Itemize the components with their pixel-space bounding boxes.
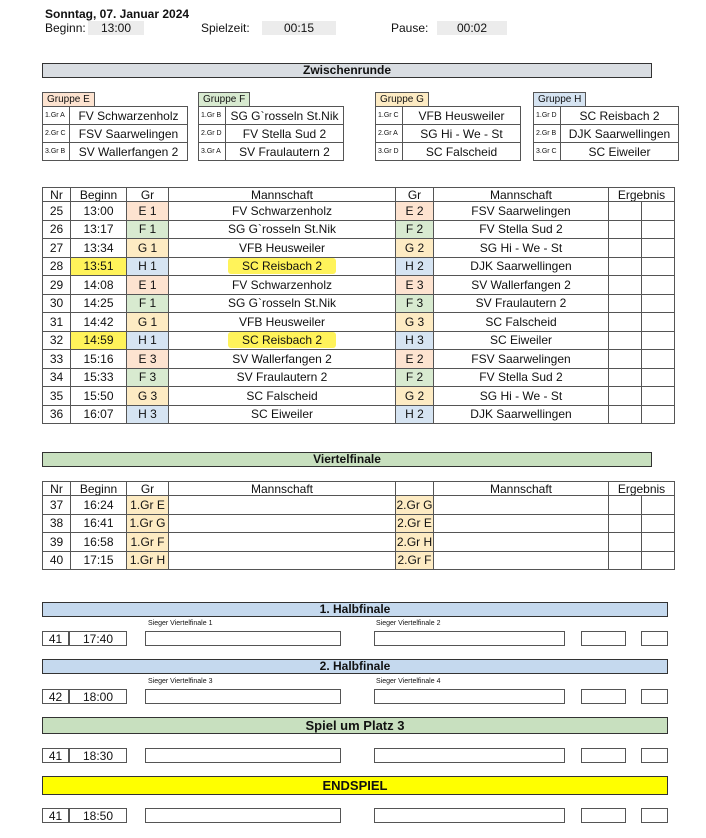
match-time: 15:33 [71, 368, 127, 387]
table-row [43, 387, 675, 406]
match-team-1[interactable] [169, 533, 396, 552]
match-team-1: FV Schwarzenholz [169, 202, 396, 221]
match-team-2[interactable] [434, 533, 609, 552]
group-row [199, 125, 344, 143]
table-row [43, 202, 675, 221]
group-code: 2.Gr B [534, 125, 561, 143]
match-team-2: SV Wallerfangen 2 [434, 276, 609, 295]
result-away[interactable] [642, 368, 675, 387]
group-box-g [375, 91, 521, 161]
final-team-2[interactable] [374, 631, 565, 646]
match-group-2: F 3 [396, 294, 434, 313]
beginn-label: Beginn: [45, 21, 86, 35]
match-team-1: SV Fraulautern 2 [169, 368, 396, 387]
final-label-1: Sieger Viertelfinale 1 [148, 620, 213, 627]
match-time: 17:15 [71, 551, 127, 570]
match-group-1: E 1 [127, 276, 169, 295]
match-time: 15:50 [71, 387, 127, 406]
table-row [43, 294, 675, 313]
match-team-1: FV Schwarzenholz [169, 276, 396, 295]
col-ergebnis: Ergebnis [609, 482, 675, 496]
final-banner: 2. Halbfinale [42, 659, 668, 674]
pause-value: 00:02 [437, 21, 507, 35]
match-team-1 [169, 331, 396, 350]
match-nr: 39 [43, 533, 71, 552]
match-time: 16:07 [71, 405, 127, 424]
match-group-1: E 1 [127, 202, 169, 221]
final-banner: Spiel um Platz 3 [42, 717, 668, 734]
group-row [534, 125, 679, 143]
match-nr: 29 [43, 276, 71, 295]
result-home[interactable] [609, 387, 642, 406]
group-box-e [42, 91, 188, 161]
group-team: SV Wallerfangen 2 [70, 143, 188, 161]
match-group-2: F 2 [396, 368, 434, 387]
group-box-f [198, 91, 344, 161]
match-nr: 34 [43, 368, 71, 387]
result-away[interactable] [642, 276, 675, 295]
table-row [43, 257, 675, 276]
match-team-1: SG G`rosseln St.Nik [169, 220, 396, 239]
final-time: 18:00 [69, 689, 127, 704]
match-group-1: G 1 [127, 239, 169, 258]
group-team: SC Eiweiler [561, 143, 679, 161]
group-team: FV Schwarzenholz [70, 107, 188, 125]
match-group-1: G 1 [127, 313, 169, 332]
viertelfinale-table [42, 481, 675, 570]
match-group-1: E 3 [127, 350, 169, 369]
match-time: 13:00 [71, 202, 127, 221]
group-title: Gruppe F [198, 92, 250, 106]
result-away[interactable] [642, 257, 675, 276]
match-group-1: 1.Gr G [127, 514, 169, 533]
result-away[interactable] [642, 239, 675, 258]
group-code: 3.Gr B [43, 143, 70, 161]
match-time: 16:58 [71, 533, 127, 552]
final-score-2[interactable] [641, 748, 668, 763]
table-row [43, 350, 675, 369]
match-group-2: E 2 [396, 350, 434, 369]
match-team-2[interactable] [434, 496, 609, 515]
table-row [43, 276, 675, 295]
result-away[interactable] [642, 202, 675, 221]
match-nr: 37 [43, 496, 71, 515]
match-nr: 31 [43, 313, 71, 332]
final-time: 18:30 [69, 748, 127, 763]
group-row [534, 107, 679, 125]
group-row [43, 143, 188, 161]
group-title: Gruppe H [533, 92, 586, 106]
match-team-2: FV Stella Sud 2 [434, 220, 609, 239]
final-score-1[interactable] [581, 689, 626, 704]
group-code: 3.Gr A [199, 143, 226, 161]
final-label-2: Sieger Viertelfinale 2 [376, 620, 441, 627]
final-banner: ENDSPIEL [42, 776, 668, 795]
viertelfinale-banner: Viertelfinale [42, 452, 652, 467]
match-time: 16:24 [71, 496, 127, 515]
final-label-2: Sieger Viertelfinale 4 [376, 678, 441, 685]
table-row [43, 313, 675, 332]
col-beginn: Beginn [71, 482, 127, 496]
match-team-2[interactable] [434, 551, 609, 570]
match-group-2: H 3 [396, 331, 434, 350]
final-team-1[interactable] [145, 748, 341, 763]
match-team-1[interactable] [169, 551, 396, 570]
result-home[interactable] [609, 331, 642, 350]
match-nr: 27 [43, 239, 71, 258]
group-table [375, 106, 521, 161]
col-gr-2: Gr [396, 188, 434, 202]
match-nr: 30 [43, 294, 71, 313]
group-row [43, 107, 188, 125]
group-code: 2.Gr D [199, 125, 226, 143]
match-group-2: H 2 [396, 405, 434, 424]
final-team-1[interactable] [145, 631, 341, 646]
col-nr: Nr [43, 482, 71, 496]
group-title: Gruppe E [42, 92, 95, 106]
table-row [43, 368, 675, 387]
match-nr: 32 [43, 331, 71, 350]
spielzeit-value: 00:15 [262, 21, 336, 35]
group-code: 1.Gr A [43, 107, 70, 125]
match-time: 13:51 [71, 257, 127, 276]
final-score-1[interactable] [581, 808, 626, 823]
match-group-1: 1.Gr F [127, 533, 169, 552]
match-group-2: E 3 [396, 276, 434, 295]
result-away[interactable] [642, 405, 675, 424]
col-gr-2 [396, 482, 434, 496]
match-group-1: 1.Gr H [127, 551, 169, 570]
group-row [43, 125, 188, 143]
match-team-2: DJK Saarwellingen [434, 257, 609, 276]
table-row [43, 405, 675, 424]
match-group-2: 2.Gr E [396, 514, 434, 533]
match-group-1: F 1 [127, 220, 169, 239]
table-row [43, 239, 675, 258]
match-nr: 26 [43, 220, 71, 239]
group-code: 3.Gr C [534, 143, 561, 161]
final-score-2[interactable] [641, 808, 668, 823]
match-group-1: H 1 [127, 331, 169, 350]
result-away[interactable] [642, 331, 675, 350]
result-away[interactable] [642, 551, 675, 570]
final-banner: 1. Halbfinale [42, 602, 668, 617]
table-header-row [43, 482, 675, 496]
result-home[interactable] [609, 533, 642, 552]
group-row [376, 107, 521, 125]
group-row [376, 125, 521, 143]
match-group-1: 1.Gr E [127, 496, 169, 515]
group-row [534, 143, 679, 161]
result-home[interactable] [609, 496, 642, 515]
final-score-1[interactable] [581, 631, 626, 646]
final-team-2[interactable] [374, 689, 565, 704]
col-gr-1: Gr [127, 482, 169, 496]
final-team-2[interactable] [374, 808, 565, 823]
col-mannschaft-1: Mannschaft [169, 188, 396, 202]
match-time: 13:34 [71, 239, 127, 258]
table-header-row [43, 188, 675, 202]
table-row [43, 220, 675, 239]
result-home[interactable] [609, 257, 642, 276]
result-home[interactable] [609, 405, 642, 424]
final-time: 18:50 [69, 808, 127, 823]
col-nr: Nr [43, 188, 71, 202]
result-home[interactable] [609, 313, 642, 332]
result-home[interactable] [609, 350, 642, 369]
match-team-1: VFB Heusweiler [169, 239, 396, 258]
match-team-2: SG Hi - We - St [434, 239, 609, 258]
match-team-1: SC Eiweiler [169, 405, 396, 424]
group-team: VFB Heusweiler [403, 107, 521, 125]
result-home[interactable] [609, 239, 642, 258]
match-group-2: H 2 [396, 257, 434, 276]
highlight-mark: SC Reisbach 2 [228, 258, 336, 274]
zwischenrunde-table [42, 187, 675, 424]
result-away[interactable] [642, 496, 675, 515]
final-label-1: Sieger Viertelfinale 3 [148, 678, 213, 685]
match-time: 14:08 [71, 276, 127, 295]
group-code: 3.Gr D [376, 143, 403, 161]
group-team: SV Fraulautern 2 [226, 143, 344, 161]
result-home[interactable] [609, 514, 642, 533]
match-group-2: G 3 [396, 313, 434, 332]
group-team: SC Falscheid [403, 143, 521, 161]
group-row [199, 107, 344, 125]
match-team-2: FSV Saarwelingen [434, 350, 609, 369]
group-team: FV Stella Sud 2 [226, 125, 344, 143]
match-time: 14:42 [71, 313, 127, 332]
match-group-1: H 3 [127, 405, 169, 424]
match-team-2: SV Fraulautern 2 [434, 294, 609, 313]
match-team-2: FSV Saarwelingen [434, 202, 609, 221]
result-away[interactable] [642, 514, 675, 533]
final-nr: 41 [42, 631, 69, 646]
match-team-2: DJK Saarwellingen [434, 405, 609, 424]
group-code: 1.Gr C [376, 107, 403, 125]
group-team: SG G`rosseln St.Nik [226, 107, 344, 125]
match-team-1: SC Falscheid [169, 387, 396, 406]
result-away[interactable] [642, 387, 675, 406]
result-home[interactable] [609, 202, 642, 221]
match-nr: 35 [43, 387, 71, 406]
result-away[interactable] [642, 294, 675, 313]
result-away[interactable] [642, 533, 675, 552]
table-row [43, 514, 675, 533]
match-group-2: G 2 [396, 239, 434, 258]
match-nr: 25 [43, 202, 71, 221]
highlight-mark: SC Reisbach 2 [228, 332, 336, 348]
group-table [42, 106, 188, 161]
match-group-2: 2.Gr G [396, 496, 434, 515]
match-group-2: G 2 [396, 387, 434, 406]
match-team-1 [169, 257, 396, 276]
col-gr-1: Gr [127, 188, 169, 202]
group-table [533, 106, 679, 161]
table-row [43, 331, 675, 350]
group-code: 2.Gr A [376, 125, 403, 143]
final-time: 17:40 [69, 631, 127, 646]
match-team-1[interactable] [169, 514, 396, 533]
final-team-1[interactable] [145, 689, 341, 704]
match-group-2: F 2 [396, 220, 434, 239]
final-team-2[interactable] [374, 748, 565, 763]
final-score-1[interactable] [581, 748, 626, 763]
match-nr: 28 [43, 257, 71, 276]
match-time: 14:59 [71, 331, 127, 350]
match-time: 14:25 [71, 294, 127, 313]
table-row [43, 496, 675, 515]
group-code: 1.Gr D [534, 107, 561, 125]
result-away[interactable] [642, 350, 675, 369]
col-mannschaft-1: Mannschaft [169, 482, 396, 496]
match-group-2: 2.Gr F [396, 551, 434, 570]
group-team: FSV Saarwelingen [70, 125, 188, 143]
result-away[interactable] [642, 220, 675, 239]
match-group-1: F 3 [127, 368, 169, 387]
match-time: 15:16 [71, 350, 127, 369]
match-group-2: E 2 [396, 202, 434, 221]
col-ergebnis: Ergebnis [609, 188, 675, 202]
col-beginn: Beginn [71, 188, 127, 202]
final-nr: 42 [42, 689, 69, 704]
group-row [376, 143, 521, 161]
group-code: 1.Gr B [199, 107, 226, 125]
match-group-1: G 3 [127, 387, 169, 406]
result-home[interactable] [609, 220, 642, 239]
final-nr: 41 [42, 748, 69, 763]
match-group-1: F 1 [127, 294, 169, 313]
final-nr: 41 [42, 808, 69, 823]
result-home[interactable] [609, 551, 642, 570]
final-team-1[interactable] [145, 808, 341, 823]
match-time: 13:17 [71, 220, 127, 239]
tournament-date: Sonntag, 07. Januar 2024 [45, 7, 190, 21]
match-team-1[interactable] [169, 496, 396, 515]
match-team-2: SC Falscheid [434, 313, 609, 332]
group-table [198, 106, 344, 161]
match-time: 16:41 [71, 514, 127, 533]
match-team-1: SV Wallerfangen 2 [169, 350, 396, 369]
match-group-1: H 1 [127, 257, 169, 276]
table-row [43, 551, 675, 570]
match-group-2: 2.Gr H [396, 533, 434, 552]
result-home[interactable] [609, 276, 642, 295]
match-nr: 36 [43, 405, 71, 424]
result-home[interactable] [609, 294, 642, 313]
pause-label: Pause: [391, 21, 429, 35]
spielzeit-label: Spielzeit: [201, 21, 250, 35]
match-nr: 38 [43, 514, 71, 533]
result-away[interactable] [642, 313, 675, 332]
final-score-2[interactable] [641, 689, 668, 704]
group-team: DJK Saarwellingen [561, 125, 679, 143]
zwischenrunde-banner: Zwischenrunde [42, 63, 652, 78]
table-row [43, 533, 675, 552]
final-score-2[interactable] [641, 631, 668, 646]
group-box-h [533, 91, 679, 161]
group-title: Gruppe G [375, 92, 429, 106]
result-home[interactable] [609, 368, 642, 387]
match-team-2: SC Eiweiler [434, 331, 609, 350]
match-nr: 33 [43, 350, 71, 369]
col-mannschaft-2: Mannschaft [434, 188, 609, 202]
match-team-1: SG G`rosseln St.Nik [169, 294, 396, 313]
match-nr: 40 [43, 551, 71, 570]
group-row [199, 143, 344, 161]
group-team: SC Reisbach 2 [561, 107, 679, 125]
match-team-2: FV Stella Sud 2 [434, 368, 609, 387]
match-team-1: VFB Heusweiler [169, 313, 396, 332]
match-team-2: SG Hi - We - St [434, 387, 609, 406]
group-code: 2.Gr C [43, 125, 70, 143]
group-team: SG Hi - We - St [403, 125, 521, 143]
match-team-2[interactable] [434, 514, 609, 533]
beginn-value: 13:00 [88, 21, 144, 35]
col-mannschaft-2: Mannschaft [434, 482, 609, 496]
